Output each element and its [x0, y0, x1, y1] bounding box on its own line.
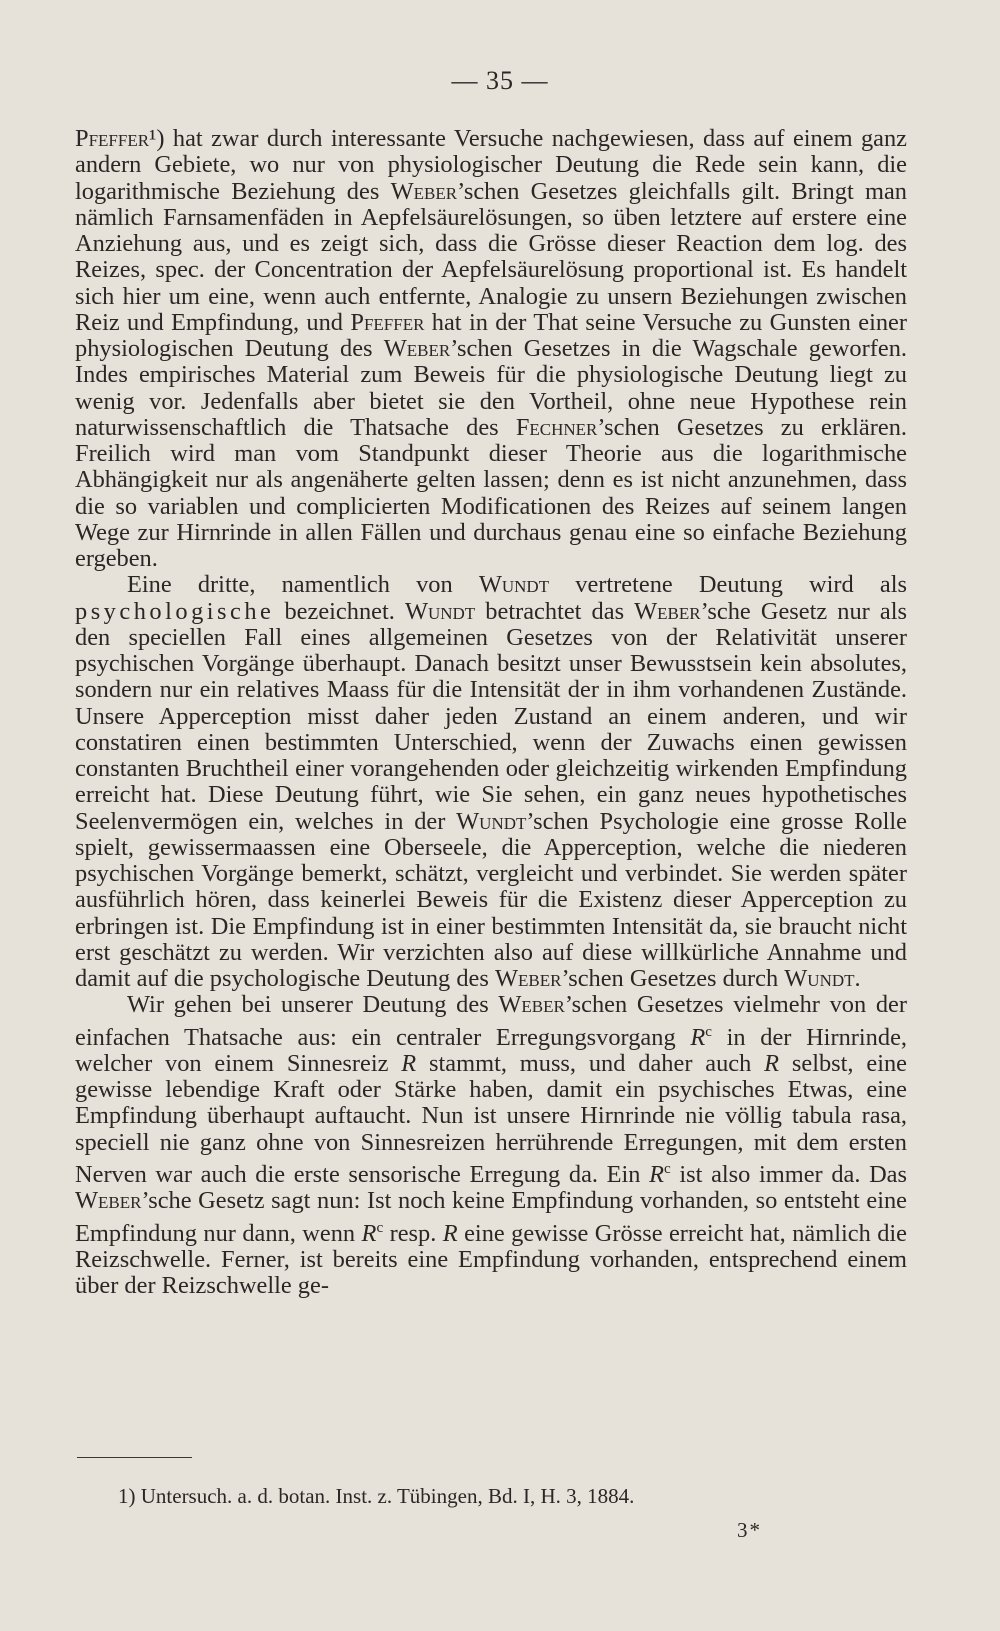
footnote-divider [77, 1457, 192, 1458]
text-run: ’sche Gesetz nur als den speciellen Fall eines allgemeinen Gesetzes von der Relativität unserer psychischen Vorgänge überhaupt. Danach besitzt unser Bewusstsein kein absolutes, sondern nur ein relatives Maass für die Intensität der in ihm vorhandenen Zustände. Unsere Apperception misst daher jeden Zustand an einem anderen, und wir constatiren einen bestimmten Unterschied, wenn der Zuwachs einen gewissen constanten Bruchtheil einer vorangehenden oder gleichzeitig wirkenden Empfindung erreicht hat. Diese Deutung führt, wie Sie sehen, ein ganz neues hypothetisches Seelenvermögen ein, welches in der [75, 597, 907, 835]
author-name: Pfeffer [350, 308, 425, 336]
superscript: c [376, 1219, 384, 1236]
footnote: 1) Untersuch. a. d. botan. Inst. z. Tübingen, Bd. I, H. 3, 1884. [118, 1484, 635, 1508]
text-run: ist also immer da. Das [670, 1161, 908, 1188]
text-run: ¹) hat zwar durch interessante Versuche nachgewiesen, dass auf einem ganz andern Gebiete, wo nur von physiologischer Deutung die Rede sein kann, die logarithmische Beziehung des [75, 125, 907, 205]
text-run: ’schen Psychologie eine grosse Rolle spielt, gewissermaassen eine Oberseele, die Apperception, welche die niederen psychischen Vorgänge bemerkt, schätzt, vergleicht und verbindet. Sie werden später ausführlich hören, dass keinerlei Beweis für die Existenz dieser Apperception zu erbringen ist. Die Empfindung ist in einer bestimmten Intensität da, sie braucht nicht erst geschätzt zu werden. Wir verzichten also auf diese willkürliche Annahme und damit auf die psychologische Deutung des [75, 807, 907, 992]
text-run: ’sche Gesetz sagt nun: Ist noch keine Empfindung vorhanden, so entsteht eine Empfindung nur dann, wenn [75, 1187, 907, 1247]
author-name: Wundt [404, 597, 476, 625]
text-run: selbst, eine gewisse lebendige Kraft oder Stärke haben, damit ein psychisches Etwas, eine Empfindung überhaupt auftaucht. Nun ist unsere Hirnrinde nie völlig tabula rasa, speciell nie ganz ohne von Sinnesreizen herrührende Erregungen, mit dem ersten Nerven war auch die erste sensorische Erregung da. Ein [75, 1049, 907, 1188]
text-run: resp. [383, 1219, 443, 1247]
paragraph-2 [75, 572, 907, 992]
text-run: betrachtet das [475, 597, 635, 625]
text-run: hat in der That seine Versuche zu Gunsten einer physiologischen Deutung des [75, 308, 907, 362]
text-run: Eine dritte, namentlich von [127, 571, 479, 599]
text-run: Wir gehen bei unserer Deutung des [127, 991, 499, 1019]
spaced-term: psychologische [75, 597, 275, 625]
text-run: ’schen Gesetzes zu erklären. Freilich wird man vom Standpunkt dieser Theorie aus die logarithmische Abhängigkeit nur als angenäherte gelten lassen; denn es ist nicht anzunehmen, dass die so variablen und complicierten Modificationen des Reizes auf seinem langen Wege zur Hirnrinde in allen Fällen und durchaus genau eine so einfache Beziehung ergeben. [75, 413, 907, 572]
author-name: Pfeffer [75, 125, 150, 152]
text-run: ’schen Gesetzes in die Wagschale geworfen. Indes empirisches Material zum Beweis für die physiologische Deutung liegt zu wenig vor. Jedenfalls aber bietet sie den Vortheil, ohne neue Hypothese rein naturwissenschaftlich die Thatsache des [75, 335, 907, 441]
text-run: ’schen Gesetzes gleichfalls gilt. Bringt man nämlich Farnsamenfäden in Aepfelsäurelösungen, so üben letztere auf erstere eine Anziehung aus, und es zeigt sich, dass die Grösse dieser Reaction dem log. des Reizes, spec. der Concentration der Aepfelsäurelösung proportional ist. Es handelt sich hier um eine, wenn auch entfernte, Analogie zu unsern Beziehungen zwischen Reiz und Empfindung, und [75, 177, 907, 336]
author-name: Weber [498, 991, 565, 1019]
paragraph-1 [75, 126, 907, 572]
body-text [75, 126, 907, 1299]
variable-symbol: R [690, 1023, 706, 1051]
superscript: c [664, 1160, 671, 1177]
variable-symbol: R [442, 1219, 458, 1247]
signature-mark: 3* [737, 1518, 762, 1542]
variable-symbol: R [401, 1049, 417, 1077]
variable-symbol: R [764, 1049, 780, 1077]
text-run: ’schen Gesetzes vielmehr von der einfachen Thatsache aus: ein centraler Erregungsvorgang [75, 991, 908, 1051]
author-name: Weber [383, 335, 451, 362]
author-name: Wundt [456, 807, 527, 835]
author-name: Weber [494, 965, 562, 992]
author-name: Weber [75, 1187, 142, 1215]
superscript: c [705, 1023, 712, 1040]
author-name: Wundt [478, 571, 550, 599]
text-run: . [854, 965, 861, 992]
variable-symbol: R [649, 1161, 665, 1188]
author-name: Weber [390, 177, 458, 205]
text-run: vertretene Deutung wird als [549, 571, 908, 599]
text-run: eine gewisse Grösse erreicht hat, nämlich die Reizschwelle. Ferner, ist bereits eine Empfindung vorhanden, entsprechend einem über der Reizschwelle ge- [75, 1219, 908, 1300]
author-name: Weber [634, 597, 701, 625]
variable-symbol: R [361, 1219, 377, 1247]
text-run: in der Hirnrinde, welcher von einem Sinnesreiz [75, 1023, 907, 1077]
paragraph-3 [75, 992, 907, 1299]
text-run: ’schen Gesetzes durch [561, 965, 785, 992]
author-name: Fechner [515, 413, 598, 441]
text-run: stammt, muss, und daher auch [416, 1049, 765, 1077]
author-name: Wundt [784, 965, 855, 992]
page-number: — 35 — [451, 66, 549, 95]
text-run: bezeichnet. [274, 597, 405, 625]
